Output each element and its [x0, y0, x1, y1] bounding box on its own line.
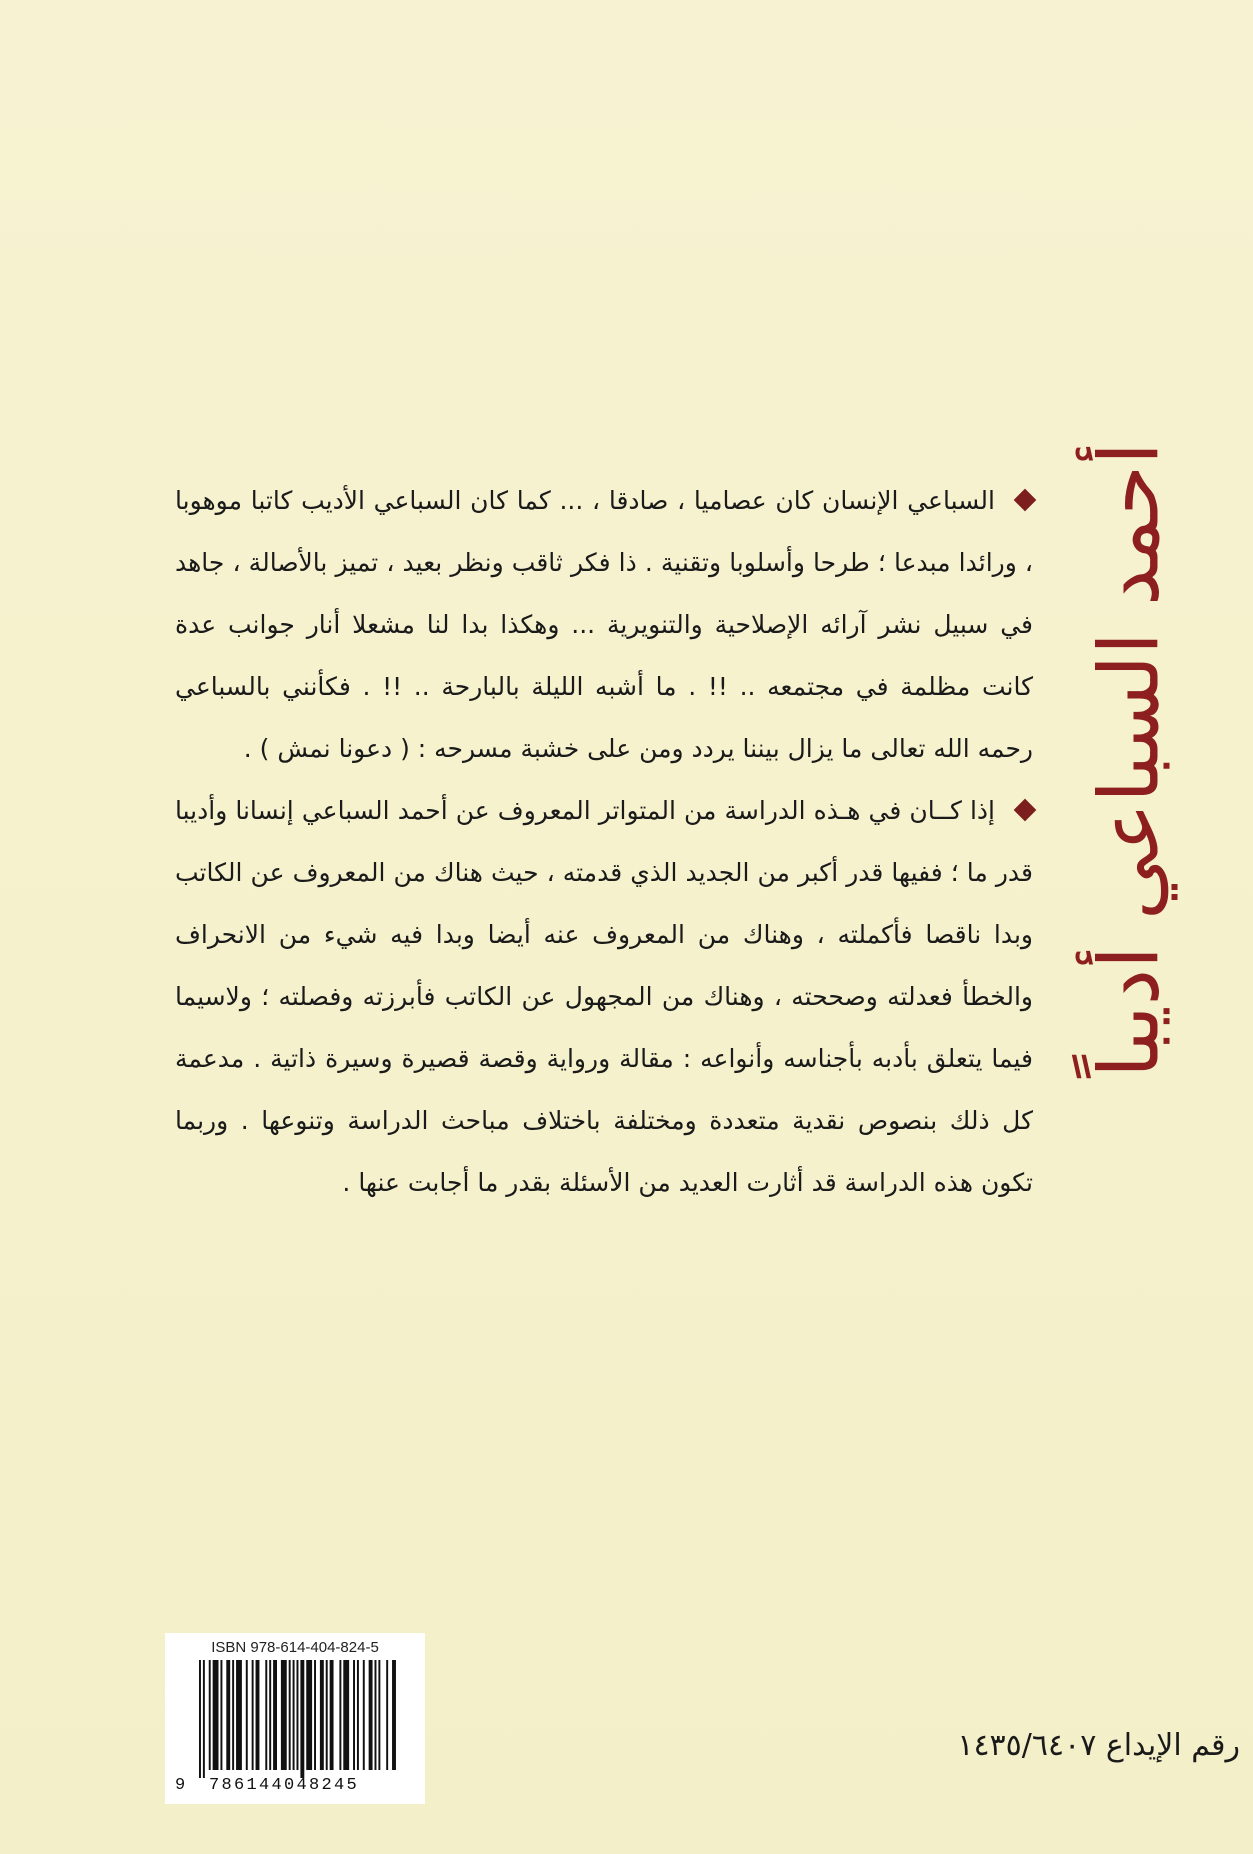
- isbn-barcode: [165, 1633, 425, 1804]
- barcode-bar: [293, 1660, 295, 1770]
- barcode-bar: [252, 1660, 254, 1770]
- barcode-digits: 786144048245: [209, 1776, 360, 1795]
- barcode-bar: [330, 1660, 334, 1770]
- barcode-bars: [197, 1660, 397, 1778]
- barcode-bar: [357, 1660, 359, 1770]
- back-cover-blurb: [175, 470, 1033, 1214]
- barcode-bar: [314, 1660, 316, 1770]
- barcode-bar: [343, 1660, 349, 1770]
- barcode-bar: [353, 1660, 355, 1770]
- barcode-bar: [273, 1660, 277, 1770]
- blurb-paragraph-2: [175, 780, 1033, 1214]
- barcode-bar: [236, 1660, 242, 1770]
- barcode-bar: [363, 1660, 365, 1770]
- barcode-bar: [203, 1660, 205, 1778]
- diamond-bullet-icon: [1014, 799, 1037, 822]
- book-title-text: أحمد السباعي أديباً: [1082, 442, 1178, 1078]
- barcode-bar: [392, 1660, 396, 1770]
- barcode-bar: [289, 1660, 291, 1770]
- barcode-bar: [256, 1660, 260, 1770]
- barcode-bar: [269, 1660, 271, 1770]
- vertical-book-title: [1060, 442, 1200, 1078]
- barcode-bar: [232, 1660, 234, 1770]
- barcode-bar: [209, 1660, 211, 1770]
- barcode-bar: [281, 1660, 287, 1770]
- barcode-bar: [199, 1660, 201, 1778]
- barcode-bar: [320, 1660, 324, 1770]
- barcode-bar: [246, 1660, 248, 1770]
- blurb-paragraph-1: [175, 470, 1033, 780]
- blurb-paragraph-2-text: إذا كــان في هـذه الدراسة من المتواتر المعروف عن أحمد السباعي إنسانا وأديبا قدر ما ؛ ففيها قدر أكبر من الجديد الذي قدمته ، حيث هناك من المعروف عن الكاتب وبدا ناقصا فأكملته ، وهناك من المعروف عنه أيضا وبدا فيه شيء من الانحراف والخطأ فعدلته وصححته ، وهناك من المجهول عن الكاتب فأبرزته وفصلته ؛ ولاسيما فيما يتعلق بأدبه بأجناسه وأنواعه : مقالة ورواية وقصة قصيرة وسيرة ذاتية . مدعمة كل ذلك بنصوص نقدية متعددة ومختلفة باختلاف مباحث الدراسة وتنوعها . وربما تكون هذه الدراسة قد أثارت العديد من الأسئلة بقدر ما أجابت عنها .: [175, 796, 1033, 1197]
- barcode-bar: [378, 1660, 380, 1770]
- barcode-bar: [386, 1660, 388, 1770]
- barcode-bar: [339, 1660, 341, 1770]
- isbn-label: ISBN 978-614-404-824-5: [211, 1639, 379, 1656]
- barcode-bar: [369, 1660, 373, 1770]
- barcode-first-digit: 9: [175, 1776, 186, 1795]
- legal-deposit-number: رقم الإيداع ١٤٣٥/٦٤٠٧: [957, 1728, 1240, 1763]
- diamond-bullet-icon: [1014, 489, 1037, 512]
- barcode-bar: [265, 1660, 267, 1770]
- barcode-bar: [300, 1660, 304, 1778]
- barcode-bar: [226, 1660, 230, 1770]
- blurb-paragraph-1-text: السباعي الإنسان كان عصاميا ، صادقا ، ... كما كان السباعي الأديب كاتبا موهوبا ، ورائدا مبدعا ؛ طرحا وأسلوبا وتقنية . ذا فكر ثاقب ونظر بعيد ، تميز بالأصالة ، جاهد في سبيل نشر آرائه الإصلاحية والتنويرية ... وهكذا بدا لنا مشعلا أنار جوانب عدة كانت مظلمة في مجتمعه .. !! . ما أشبه الليلة بالبارحة .. !! . فكأنني بالسباعي رحمه الله تعالى ما يزال بيننا يردد ومن على خشبة مسرحه : ( دعونا نمش ) .: [175, 486, 1033, 763]
- barcode-bar: [326, 1660, 328, 1770]
- barcode-bar: [375, 1660, 377, 1770]
- barcode-bar: [220, 1660, 222, 1770]
- barcode-number: [165, 1776, 425, 1800]
- barcode-bar: [213, 1660, 219, 1770]
- barcode-bar: [297, 1660, 299, 1770]
- barcode-bar: [306, 1660, 312, 1770]
